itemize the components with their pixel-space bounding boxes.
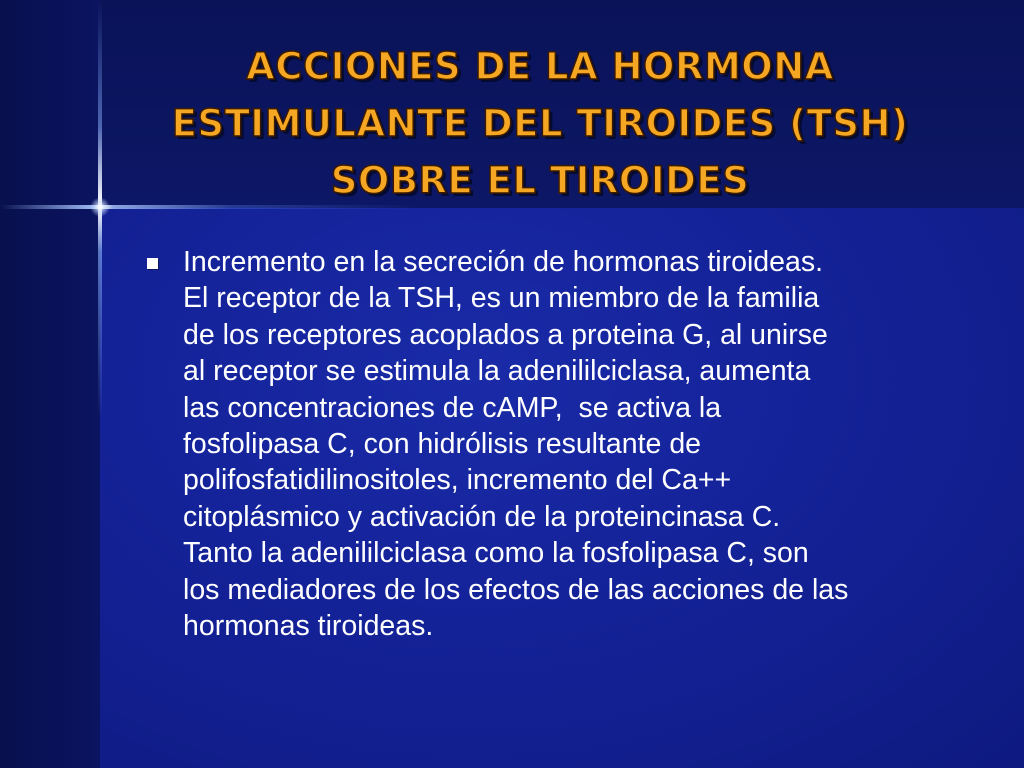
slide-title [110, 38, 970, 209]
title-line: ESTIMULANTE DEL TIROIDES (TSH) [171, 102, 909, 145]
bullet-list [145, 244, 985, 644]
title-line: SOBRE EL TIROIDES [330, 159, 750, 202]
left-background-band [0, 0, 100, 768]
body-line: Incremento en la secreción de hormonas tiroideas. [183, 246, 824, 278]
body-line: Tanto la adenililciclasa como la fosfolipasa C, son [183, 537, 809, 570]
body-line: los mediadores de los efectos de las acciones de las [183, 573, 849, 606]
body-line: polifosfatidilinositoles, incremento del Ca++ [183, 464, 732, 497]
body-line: hormonas tiroideas. [183, 610, 434, 643]
body-line: las concentraciones de cAMP, se activa la [183, 391, 722, 424]
sparkle-star-icon [90, 197, 110, 217]
title-line: ACCIONES DE LA HORMONA [246, 45, 834, 88]
body-line: citoplásmico y activación de la proteincinasa C. [183, 500, 781, 533]
body-line: fosfolipasa C, con hidrólisis resultante de [183, 428, 702, 461]
body-line: El receptor de la TSH, es un miembro de la familia [183, 282, 820, 315]
body-line: de los receptores acoplados a proteina G, al unirse [183, 318, 828, 351]
square-bullet-icon [147, 258, 158, 269]
body-line: al receptor se estimula la adenililciclasa, aumenta [183, 355, 811, 388]
bullet-item [145, 244, 985, 644]
